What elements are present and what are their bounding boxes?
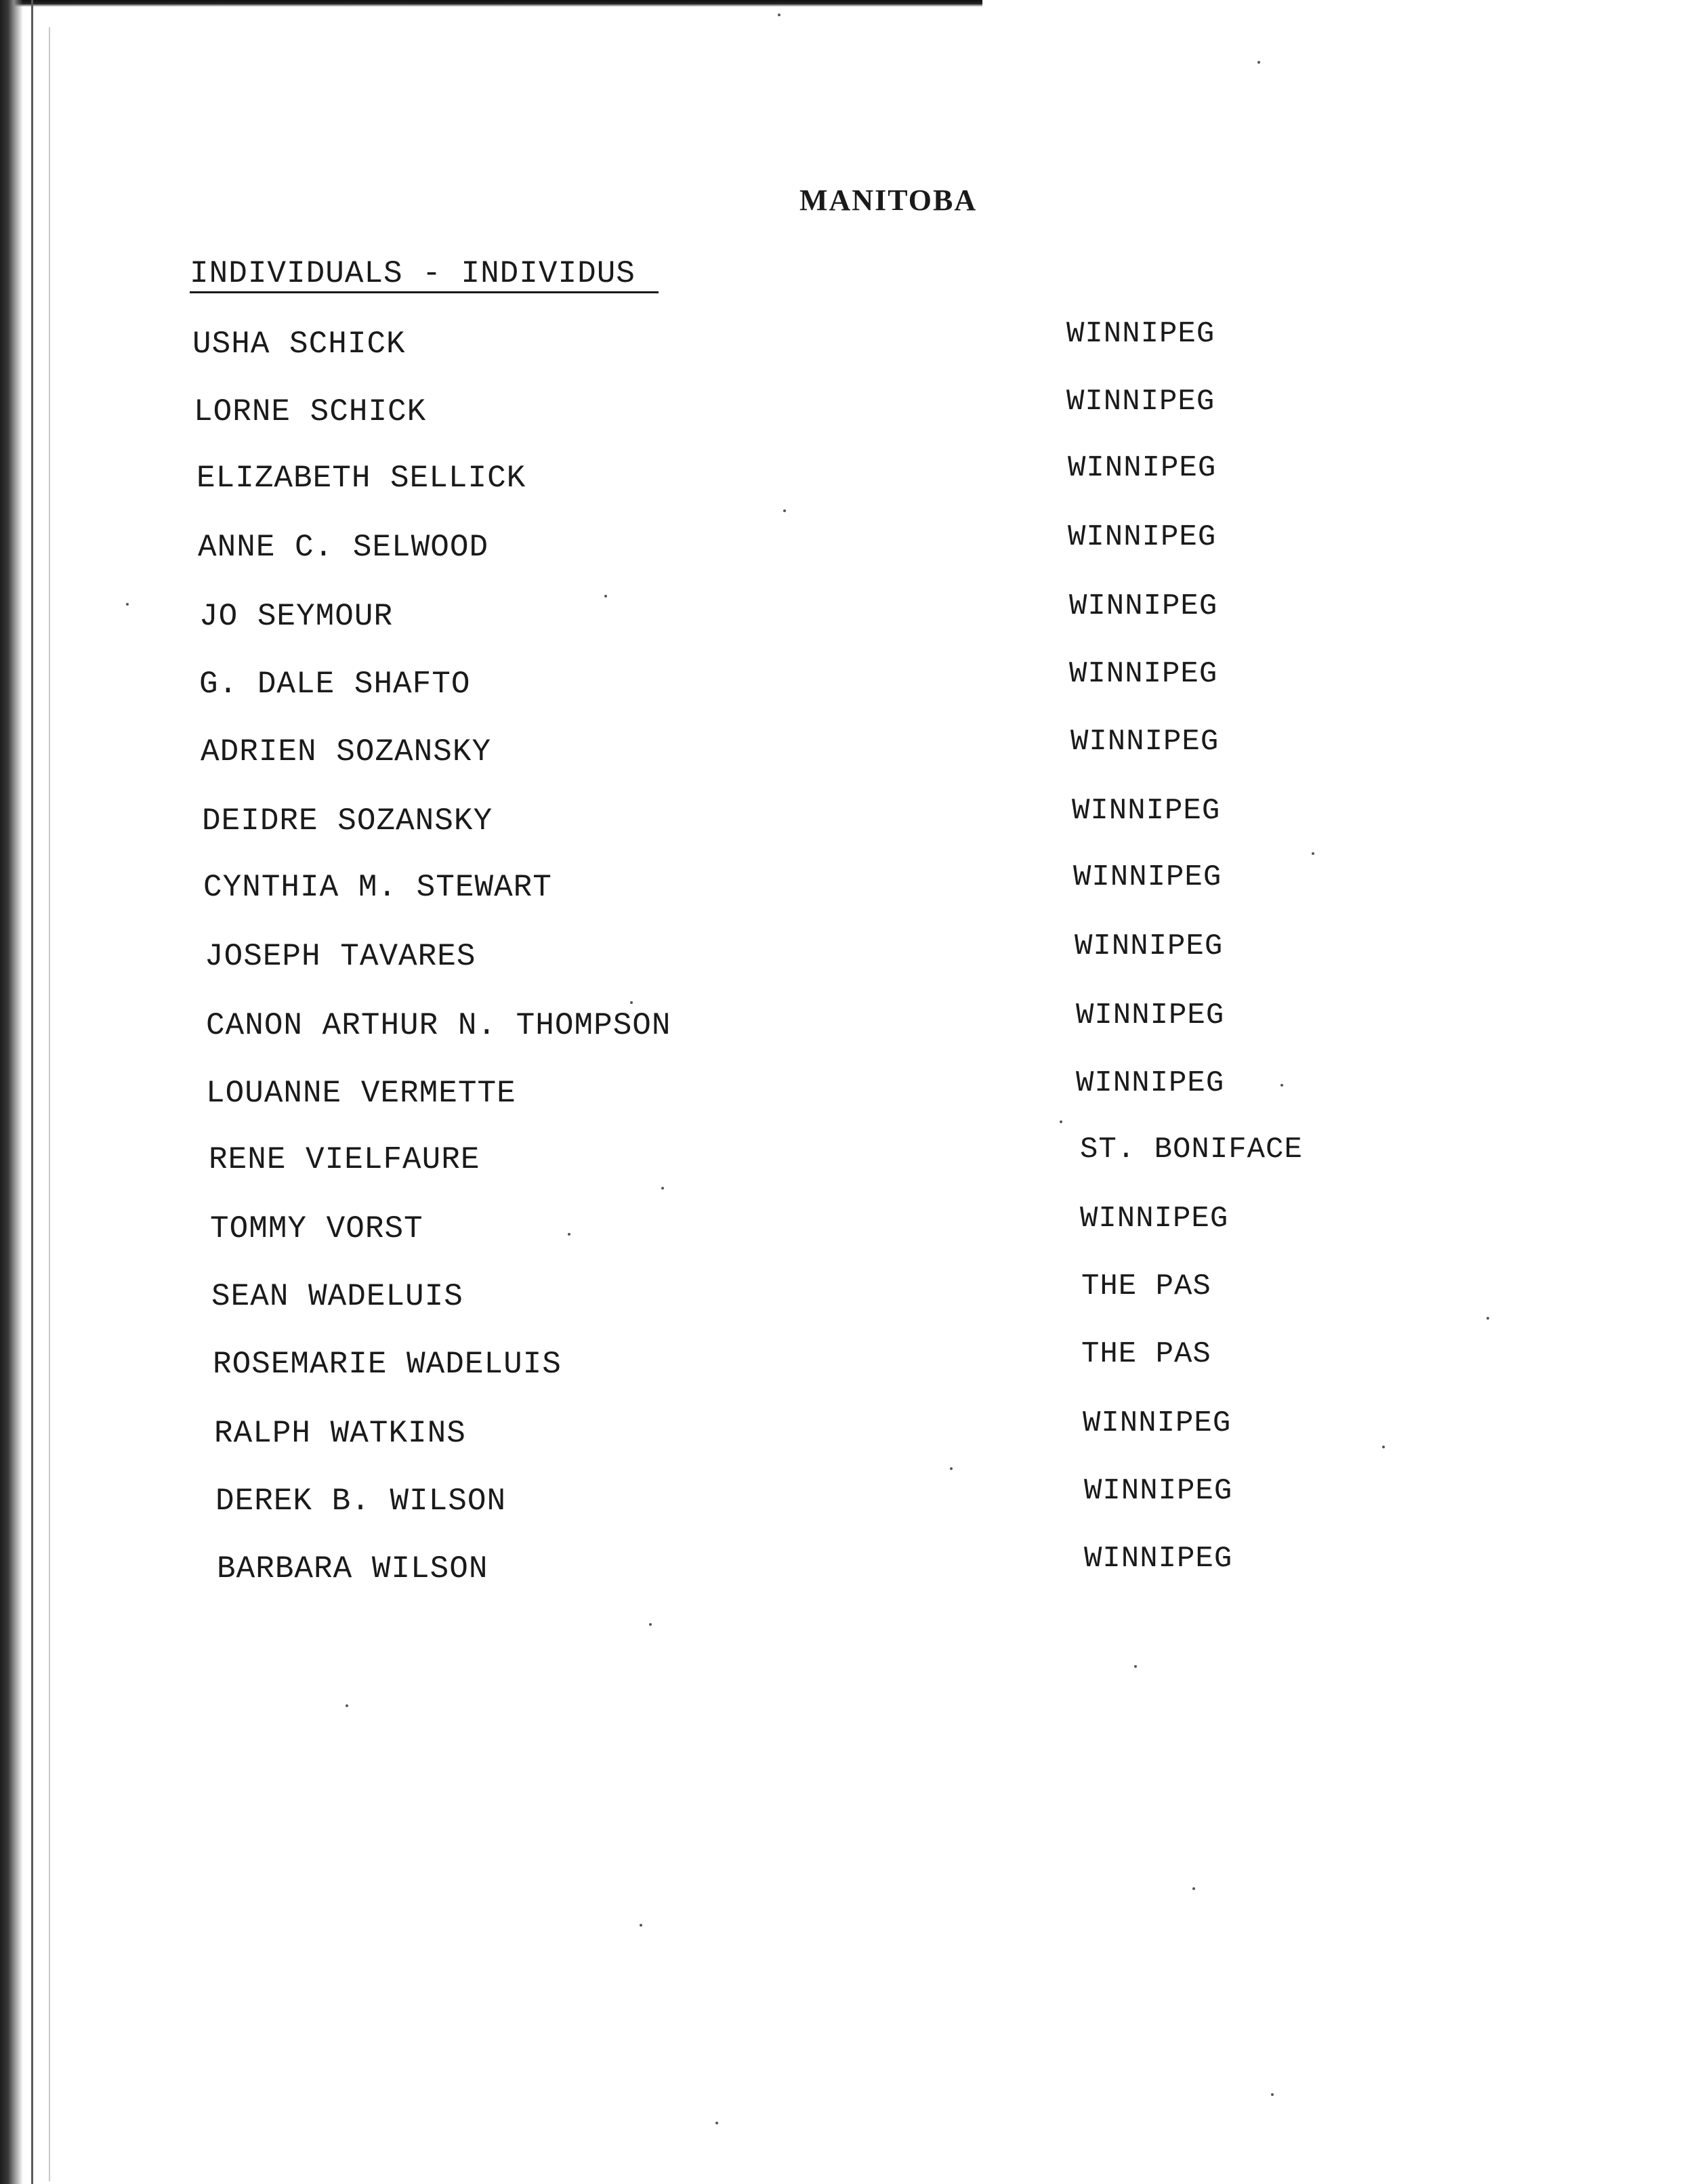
- list-item: [0, 999, 1708, 1049]
- scan-speck: [715, 2122, 718, 2124]
- entry-city: WINNIPEG: [1068, 520, 1217, 554]
- entry-city: WINNIPEG: [1075, 929, 1224, 963]
- list-item: [0, 1133, 1708, 1183]
- scan-speck: [1134, 1665, 1137, 1668]
- list-item: [0, 520, 1708, 570]
- entry-name: LOUANNE VERMETTE: [206, 1076, 516, 1111]
- list-item: [0, 929, 1708, 980]
- entry-city: WINNIPEG: [1084, 1542, 1233, 1576]
- list-item: [0, 1066, 1708, 1116]
- entry-city: WINNIPEG: [1083, 1406, 1232, 1440]
- scan-speck: [950, 1467, 953, 1470]
- entry-city: THE PAS: [1081, 1269, 1211, 1303]
- list-item: [0, 657, 1708, 707]
- scan-speck: [1312, 852, 1314, 855]
- entry-city: WINNIPEG: [1076, 1066, 1225, 1100]
- list-item: [0, 725, 1708, 775]
- entry-name: CYNTHIA M. STEWART: [203, 870, 552, 905]
- list-item: [0, 860, 1708, 910]
- list-item: [0, 385, 1708, 435]
- list-item: [0, 794, 1708, 844]
- entry-name: JO SEYMOUR: [199, 599, 394, 634]
- entry-city: WINNIPEG: [1069, 589, 1218, 623]
- entry-name: LORNE SCHICK: [194, 394, 427, 429]
- list-item: [0, 1542, 1708, 1592]
- scan-speck: [640, 1924, 642, 1927]
- list-item: [0, 451, 1708, 501]
- scan-speck: [1280, 1084, 1283, 1087]
- scan-speck: [783, 509, 786, 512]
- list-item: [0, 1406, 1708, 1456]
- scan-speck: [649, 1623, 652, 1626]
- entry-city: WINNIPEG: [1066, 317, 1215, 351]
- scan-speck: [1257, 61, 1260, 64]
- entry-city: WINNIPEG: [1084, 1474, 1233, 1508]
- scan-speck: [661, 1187, 664, 1190]
- entry-city: THE PAS: [1081, 1337, 1211, 1371]
- entry-name: G. DALE SHAFTO: [199, 667, 471, 702]
- scan-speck: [126, 603, 129, 606]
- scan-speck: [1192, 1887, 1195, 1890]
- list-item: [0, 1269, 1708, 1320]
- scan-speck: [1382, 1446, 1385, 1448]
- section-heading: INDIVIDUALS - INDIVIDUS: [190, 256, 636, 291]
- scan-speck: [778, 14, 780, 16]
- scan-speck: [1271, 2093, 1274, 2096]
- scan-speck: [1060, 1120, 1062, 1123]
- entry-name: ADRIEN SOZANSKY: [201, 734, 492, 770]
- list-item: [0, 317, 1708, 367]
- entry-name: USHA SCHICK: [192, 327, 406, 362]
- list-item: [0, 1337, 1708, 1387]
- entry-city: WINNIPEG: [1073, 860, 1222, 894]
- scan-speck: [1486, 1317, 1489, 1320]
- entry-city: WINNIPEG: [1076, 999, 1225, 1032]
- entry-name: ELIZABETH SELLICK: [196, 461, 526, 496]
- entry-name: ANNE C. SELWOOD: [198, 530, 489, 565]
- entry-name: JOSEPH TAVARES: [205, 939, 476, 974]
- entry-name: RALPH WATKINS: [214, 1416, 466, 1451]
- entry-name: RENE VIELFAURE: [209, 1142, 480, 1177]
- entry-city: WINNIPEG: [1068, 451, 1217, 485]
- entry-name: ROSEMARIE WADELUIS: [213, 1347, 562, 1382]
- entry-name: SEAN WADELUIS: [211, 1279, 463, 1314]
- entry-city: ST. BONIFACE: [1080, 1133, 1303, 1167]
- page-title: MANITOBA: [799, 184, 978, 217]
- list-item: [0, 589, 1708, 639]
- entry-city: WINNIPEG: [1069, 657, 1218, 691]
- list-item: [0, 1202, 1708, 1252]
- entry-name: CANON ARTHUR N. THOMPSON: [206, 1008, 671, 1043]
- scan-speck: [630, 1001, 633, 1004]
- scan-speck: [604, 595, 607, 597]
- scan-speck: [568, 1233, 570, 1236]
- scan-speck: [346, 1704, 348, 1707]
- entry-city: WINNIPEG: [1070, 725, 1220, 759]
- entry-name: DEIDRE SOZANSKY: [202, 803, 493, 839]
- entry-city: WINNIPEG: [1080, 1202, 1229, 1236]
- list-item: [0, 1474, 1708, 1524]
- entry-name: DEREK B. WILSON: [215, 1484, 507, 1519]
- entry-city: WINNIPEG: [1072, 794, 1221, 828]
- entry-name: TOMMY VORST: [210, 1211, 423, 1246]
- entry-city: WINNIPEG: [1066, 385, 1215, 419]
- entry-name: BARBARA WILSON: [217, 1551, 488, 1587]
